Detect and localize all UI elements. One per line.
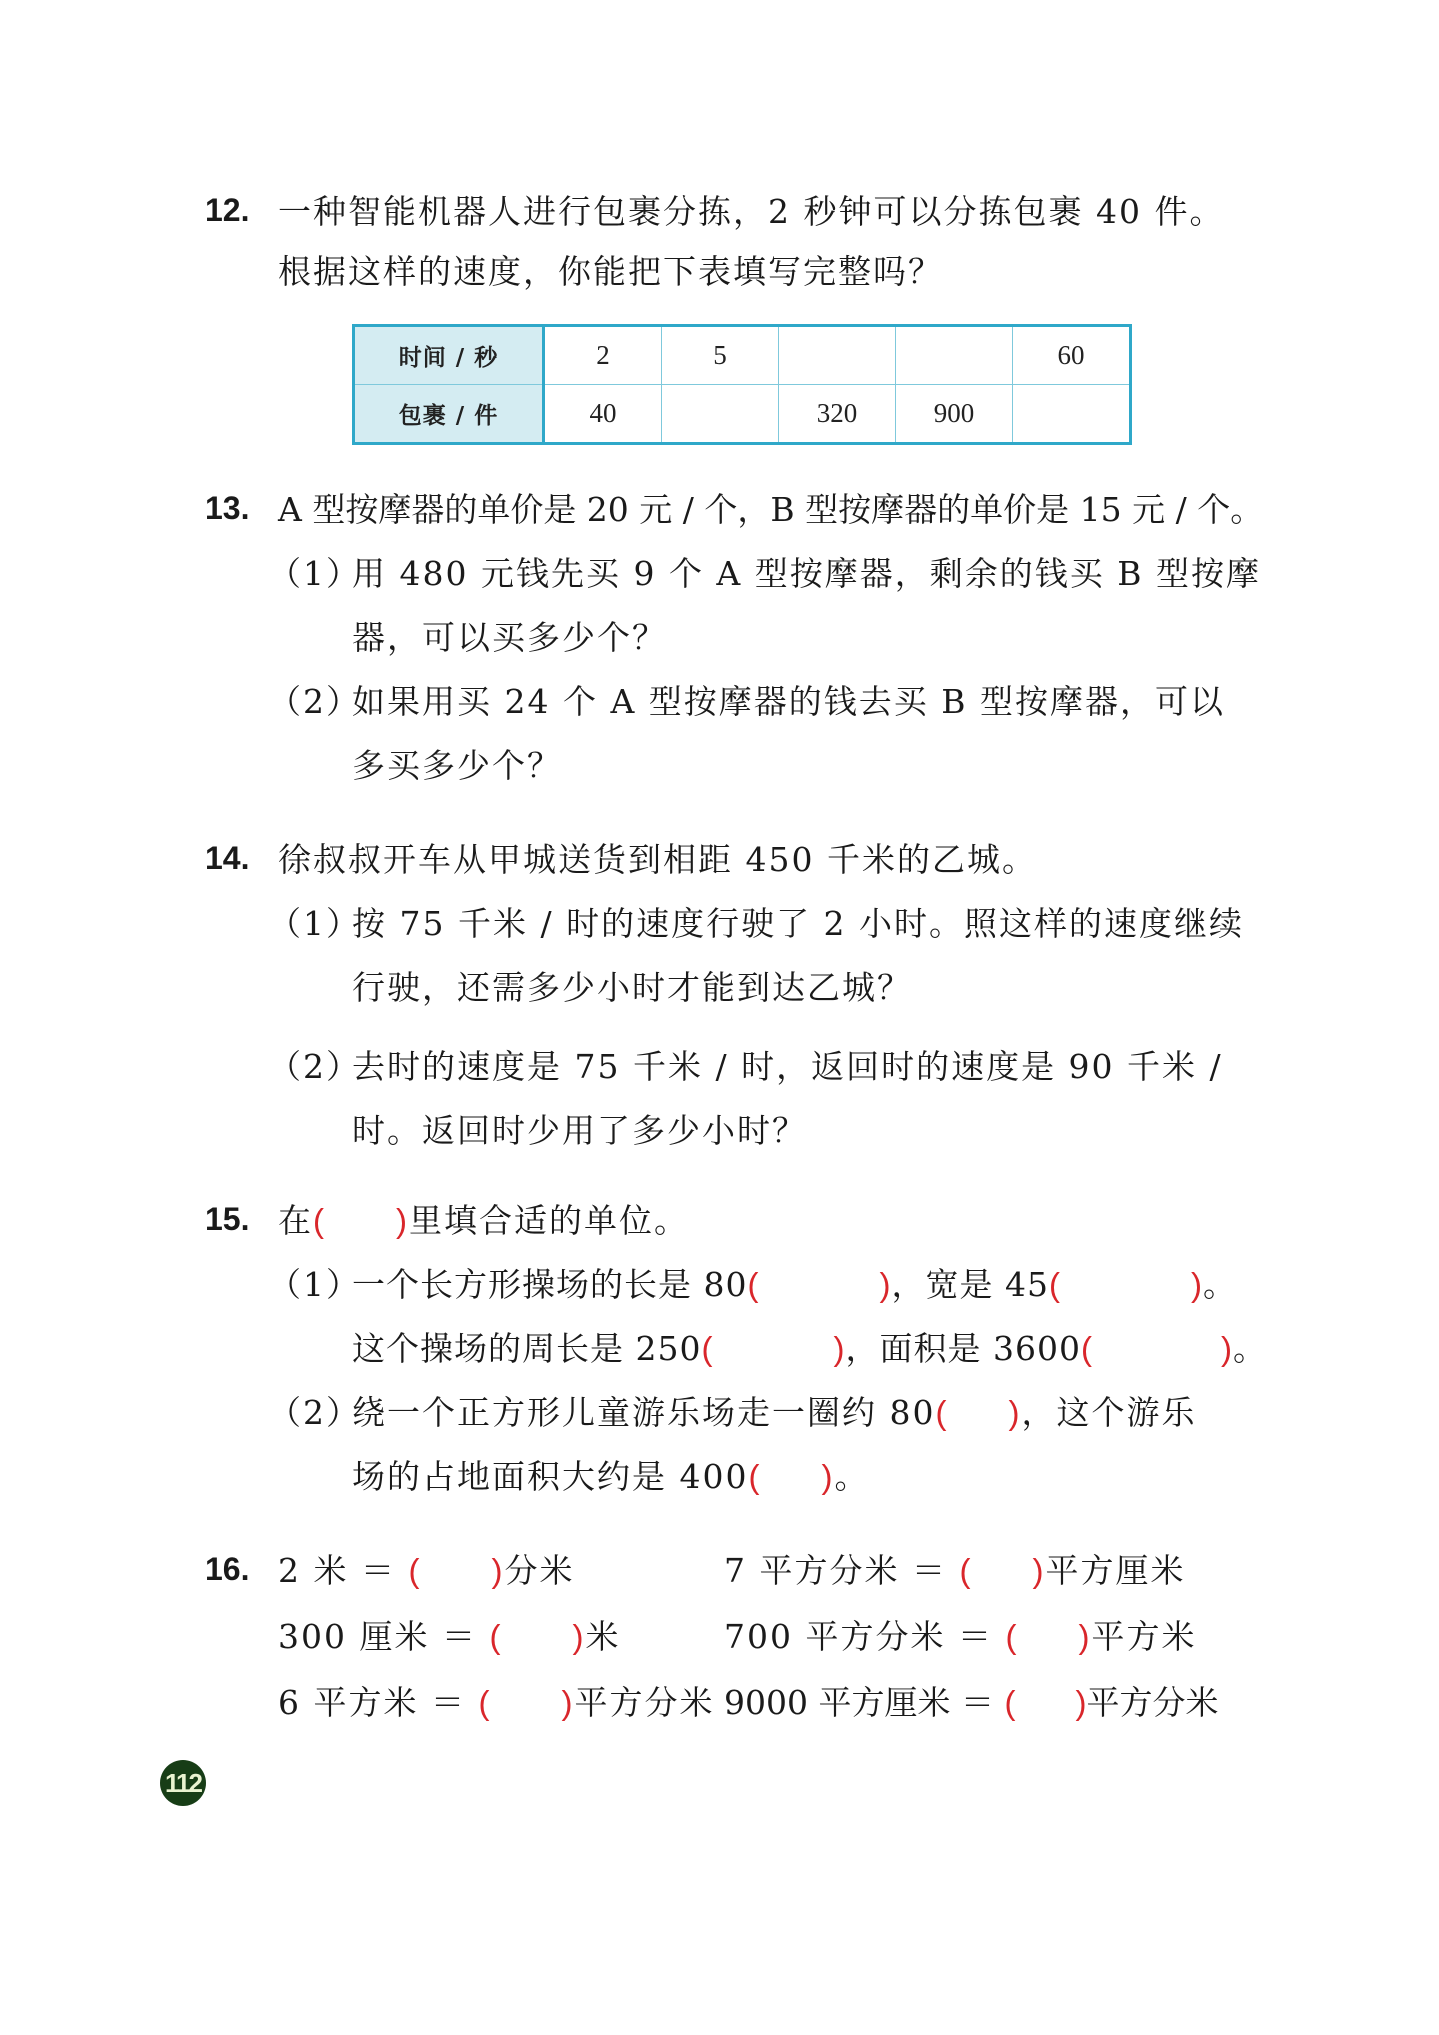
close-paren: ) <box>1075 1684 1087 1721</box>
close-paren: ) <box>833 1330 846 1367</box>
close-paren: ) <box>879 1266 892 1303</box>
q14-part-1-line-2: 行驶，还需多少小时才能到达乙城？ <box>352 968 912 1007</box>
conversion-item <box>724 1611 1196 1658</box>
close-paren: ) <box>396 1202 409 1239</box>
q15-text: 绕一个正方形儿童游乐场走一圈约 80 <box>352 1393 936 1432</box>
q14-part-1-line-1: 按 75 千米 / 时的速度行驶了 2 小时。照这样的速度继续 <box>352 904 1245 943</box>
q14-part-2-line-1: 去时的速度是 75 千米 / 时，返回时的速度是 90 千米 / <box>352 1047 1223 1086</box>
open-paren: ( <box>1004 1684 1016 1721</box>
open-paren: ( <box>701 1330 714 1367</box>
close-paren: ) <box>1078 1618 1092 1655</box>
q15-part-2-line-1 <box>352 1387 1196 1434</box>
close-paren: ) <box>1220 1330 1233 1367</box>
table-cell-blank[interactable] <box>896 326 1013 385</box>
conversion-left: 700 平方分米 ＝ <box>724 1617 993 1656</box>
q14-part-1-label: （1） <box>268 904 361 943</box>
conversion-unit: 平方分米 <box>574 1683 715 1722</box>
close-paren: ) <box>561 1684 575 1721</box>
close-paren: ) <box>821 1458 835 1495</box>
table-cell-blank[interactable] <box>662 385 779 444</box>
q14-part-2-label: （2） <box>268 1047 361 1086</box>
conversion-left: 9000 平方厘米 ＝ <box>724 1683 994 1722</box>
table-cell: 60 <box>1013 326 1131 385</box>
open-paren: ( <box>1048 1266 1061 1303</box>
conversion-item <box>278 1611 620 1658</box>
open-paren: ( <box>1080 1330 1093 1367</box>
table-cell: 5 <box>662 326 779 385</box>
question-number-16: 16. <box>205 1551 250 1587</box>
conversion-unit: 分米 <box>504 1551 575 1590</box>
q15-text: 这个操场的周长是 250 <box>352 1329 702 1368</box>
conversion-left: 2 米 ＝ <box>278 1551 396 1590</box>
close-paren: ) <box>572 1618 586 1655</box>
q13-part-1-line-1: 用 480 元钱先买 9 个 A 型按摩器，剩余的钱买 B 型按摩 <box>352 554 1261 593</box>
open-paren: ( <box>1005 1618 1019 1655</box>
table-row-time <box>354 326 1131 385</box>
conversion-unit: 平方米 <box>1091 1617 1197 1656</box>
open-paren: ( <box>478 1684 492 1721</box>
table-row-parcels <box>354 385 1131 444</box>
q15-part-2-line-2 <box>352 1451 869 1498</box>
conversion-item <box>724 1677 1218 1724</box>
conversion-item <box>724 1545 1185 1592</box>
q15-text: 。 <box>1232 1329 1267 1368</box>
close-paren: ) <box>1008 1394 1022 1431</box>
q13-part-1-line-2: 器，可以买多少个？ <box>352 618 667 657</box>
q13-part-1-label: （1） <box>268 554 361 593</box>
q15-text: 。 <box>1202 1265 1237 1304</box>
q14-part-2-line-2: 时。返回时少用了多少小时？ <box>352 1111 807 1150</box>
question-number-15: 15. <box>205 1201 250 1237</box>
conversion-left: 7 平方分米 ＝ <box>724 1551 947 1590</box>
open-paren: ( <box>313 1202 326 1239</box>
q15-intro-text: 里填合适的单位。 <box>409 1201 689 1240</box>
q15-intro-text: 在 <box>278 1201 313 1240</box>
table-cell: 2 <box>544 326 662 385</box>
close-paren: ) <box>491 1552 505 1589</box>
q12-line-1: 一种智能机器人进行包裹分拣，2 秒钟可以分拣包裹 40 件。 <box>278 192 1225 231</box>
conversion-left: 300 厘米 ＝ <box>278 1617 477 1656</box>
q15-text: ，面积是 3600 <box>845 1329 1081 1368</box>
table-cell: 900 <box>896 385 1013 444</box>
question-number-13: 13. <box>205 490 250 526</box>
open-paren: ( <box>935 1394 949 1431</box>
q15-text: 。 <box>834 1457 870 1496</box>
q15-text: 场的占地面积大约是 400 <box>352 1457 749 1496</box>
q15-text: ，宽是 45 <box>891 1265 1049 1304</box>
q15-text: 一个长方形操场的长是 80 <box>352 1265 748 1304</box>
q13-part-2-line-1: 如果用买 24 个 A 型按摩器的钱去买 B 型按摩器，可以 <box>352 682 1226 721</box>
q13-part-2-label: （2） <box>268 682 361 721</box>
open-paren: ( <box>748 1458 762 1495</box>
speed-table <box>352 324 1132 445</box>
q13-line-1: A 型按摩器的单价是 20 元 / 个，B 型按摩器的单价是 15 元 / 个。 <box>278 490 1264 529</box>
conversion-left: 6 平方米 ＝ <box>278 1683 466 1722</box>
q15-part-1-line-1 <box>352 1259 1237 1306</box>
table-cell: 40 <box>544 385 662 444</box>
conversion-item <box>278 1677 714 1724</box>
question-number-14: 14. <box>205 840 250 876</box>
q15-intro <box>278 1195 689 1242</box>
q15-text: ，这个游乐 <box>1021 1393 1197 1432</box>
q15-part-1-line-2 <box>352 1323 1267 1370</box>
q15-part-1-label: （1） <box>268 1265 361 1304</box>
close-paren: ) <box>1032 1552 1046 1589</box>
open-paren: ( <box>408 1552 422 1589</box>
table-cell: 320 <box>779 385 896 444</box>
q14-line-1: 徐叔叔开车从甲城送货到相距 450 千米的乙城。 <box>278 840 1037 879</box>
page-number-badge: 112 <box>160 1760 206 1806</box>
table-cell-blank[interactable] <box>779 326 896 385</box>
table-cell-blank[interactable] <box>1013 385 1131 444</box>
open-paren: ( <box>747 1266 760 1303</box>
open-paren: ( <box>959 1552 973 1589</box>
row-header-time: 时间 / 秒 <box>354 326 544 385</box>
row-header-parcels: 包裹 / 件 <box>354 385 544 444</box>
conversion-item <box>278 1545 574 1592</box>
conversion-unit: 平方厘米 <box>1045 1551 1186 1590</box>
q12-line-2: 根据这样的速度，你能把下表填写完整吗？ <box>278 252 943 291</box>
question-number-12: 12. <box>205 192 250 228</box>
conversion-unit: 米 <box>585 1617 621 1656</box>
close-paren: ) <box>1190 1266 1203 1303</box>
open-paren: ( <box>489 1618 503 1655</box>
q13-part-2-line-2: 多买多少个？ <box>352 746 562 785</box>
conversion-unit: 平方分米 <box>1086 1683 1219 1722</box>
q15-part-2-label: （2） <box>268 1393 361 1432</box>
